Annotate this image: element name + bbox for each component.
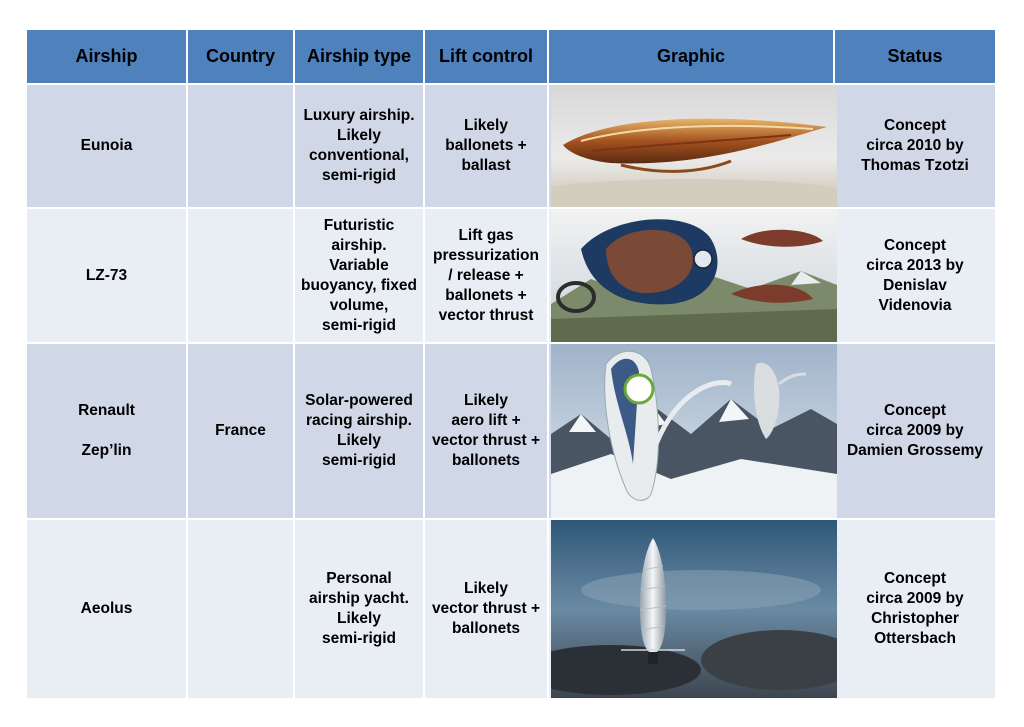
cell-airship	[26, 519, 187, 699]
cell-status	[834, 208, 996, 343]
cell-status	[834, 519, 996, 699]
status-line: circa 2009 by	[866, 590, 964, 607]
cell-airship-type	[294, 519, 424, 699]
eunoia-airship-image	[551, 85, 837, 207]
type-line: semi-rigid	[321, 167, 397, 184]
header-airship: Airship	[26, 29, 187, 84]
lift-line: vector thrust +	[431, 600, 541, 617]
airship-name: Eunoia	[80, 137, 133, 154]
type-line: Likely	[337, 432, 381, 449]
cell-country	[187, 84, 294, 208]
type-line: volume,	[329, 296, 389, 314]
status-line: Concept	[884, 402, 946, 419]
renault-zeplin-airship-image	[551, 344, 837, 518]
type-line: racing airship.	[306, 412, 412, 429]
table-row	[26, 208, 996, 343]
lift-line: ballonets +	[445, 286, 527, 304]
type-line: airship yacht.	[309, 590, 409, 607]
header-country: Country	[187, 29, 294, 84]
status-line: Christopher	[871, 610, 959, 627]
status-line: Videnovia	[878, 296, 952, 314]
cell-airship-type	[294, 343, 424, 519]
lift-line: ballonets +	[445, 137, 527, 154]
cell-graphic	[548, 84, 834, 208]
type-line: Futuristic	[323, 216, 395, 234]
lift-line: Likely	[464, 392, 508, 409]
lift-line: aero lift +	[451, 412, 521, 429]
status-line: Concept	[884, 117, 946, 134]
status-line: Concept	[884, 236, 946, 254]
type-line: Luxury airship.	[303, 107, 415, 124]
lift-line: ballast	[461, 157, 511, 174]
type-line: semi-rigid	[321, 630, 397, 647]
lift-line: ballonets	[451, 452, 521, 469]
cell-graphic	[548, 519, 834, 699]
cell-airship	[26, 343, 187, 519]
cell-lift-control	[424, 519, 548, 699]
cell-airship-type	[294, 84, 424, 208]
cell-graphic	[548, 208, 834, 343]
airship-name: Aeolus	[80, 600, 133, 617]
type-line: Likely	[337, 127, 381, 144]
status-line: Denislav	[883, 276, 947, 294]
type-line: semi-rigid	[321, 452, 397, 469]
lift-line: / release +	[448, 266, 524, 284]
cell-country: France	[187, 343, 294, 519]
status-line: Concept	[884, 570, 946, 587]
type-line: conventional,	[309, 147, 409, 164]
type-line: semi-rigid	[321, 316, 397, 334]
cell-status	[834, 84, 996, 208]
lift-line: Likely	[464, 580, 508, 597]
table-row	[26, 84, 996, 208]
cell-country	[187, 519, 294, 699]
cell-country	[187, 208, 294, 343]
cell-lift-control	[424, 84, 548, 208]
cell-airship-type	[294, 208, 424, 343]
type-line: Likely	[337, 610, 381, 627]
lift-line: pressurization	[433, 246, 539, 264]
type-line: buoyancy, fixed	[301, 276, 417, 294]
header-status: Status	[834, 29, 996, 84]
type-line: Personal	[326, 570, 392, 587]
airship-name: LZ-73	[85, 266, 128, 284]
airship-name: Zep’lin	[81, 442, 132, 459]
cell-lift-control	[424, 208, 548, 343]
cell-airship	[26, 208, 187, 343]
lift-line: vector thrust +	[431, 432, 541, 449]
lift-line: Lift gas	[458, 226, 514, 244]
status-line: Damien Grossemy	[846, 442, 984, 459]
table-row	[26, 519, 996, 699]
status-line: circa 2013 by	[866, 256, 964, 274]
table-row	[26, 343, 996, 519]
airship-table	[25, 28, 997, 700]
status-line: circa 2009 by	[866, 422, 964, 439]
type-line: Variable	[329, 256, 389, 274]
cell-status	[834, 343, 996, 519]
type-line: Solar-powered	[305, 392, 413, 409]
cell-lift-control	[424, 343, 548, 519]
header-lift-control: Lift control	[424, 29, 548, 84]
header-airship-type: Airship type	[294, 29, 424, 84]
type-line: airship.	[331, 236, 387, 254]
lift-line: Likely	[464, 117, 508, 134]
lift-line: vector thrust	[438, 306, 534, 324]
header-row	[26, 29, 996, 84]
status-line: circa 2010 by	[866, 137, 964, 154]
cell-airship	[26, 84, 187, 208]
lift-line: ballonets	[451, 620, 521, 637]
lz73-airship-image	[551, 209, 837, 342]
header-graphic: Graphic	[548, 29, 834, 84]
status-line: Thomas Tzotzi	[861, 157, 969, 174]
airship-name: Renault	[78, 402, 135, 419]
cell-graphic	[548, 343, 834, 519]
aeolus-airship-image	[551, 520, 837, 698]
status-line: Ottersbach	[874, 630, 956, 647]
